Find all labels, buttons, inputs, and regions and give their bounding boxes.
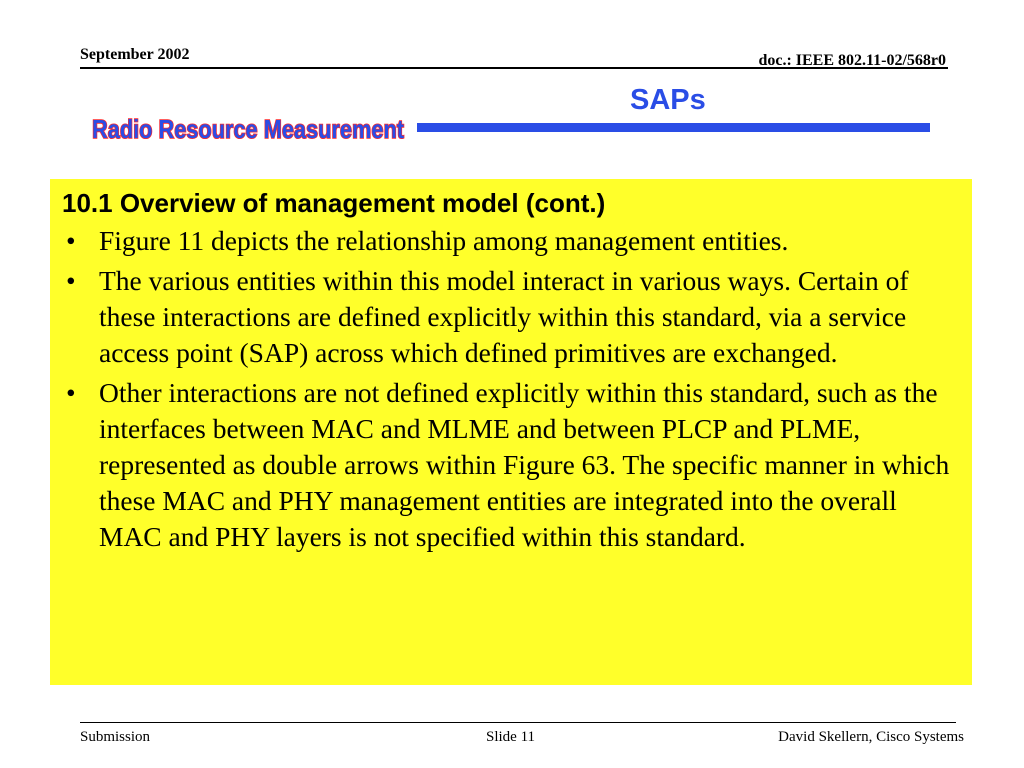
- title-accent-bar: [417, 123, 930, 132]
- bullet-symbol: •: [66, 377, 76, 408]
- footer-slide-number: Slide 11: [486, 729, 536, 745]
- footer-submission: Submission: [80, 729, 151, 745]
- content-heading: 10.1 Overview of management model (cont.): [62, 188, 606, 218]
- footer-divider: [80, 722, 956, 723]
- bullet-text: Other interactions are not defined explicitly within this standard, such as the interfaces between MAC and MLME and between PLCP and PLME, represented as double arrows within Figure 63. The specific manner in which these MAC and PHY management entities are integrated into the overall MAC and PHY layers is not specified within this standard.: [99, 377, 950, 552]
- bullet-text: Figure 11 depicts the relationship among management entities.: [99, 225, 789, 256]
- slide-title: SAPs: [630, 84, 706, 116]
- bullet-symbol: •: [66, 225, 76, 256]
- header-doc-id: doc.: IEEE 802.11-02/568r0: [758, 52, 946, 69]
- radio-resource-measurement-logo: [90, 108, 410, 148]
- header-date: September 2002: [80, 46, 190, 63]
- header-divider: [80, 67, 948, 69]
- logo-text: Radio Resource Measurement: [92, 114, 405, 144]
- bullet-item: [62, 375, 960, 555]
- bullet-item: [62, 223, 960, 259]
- bullet-text: The various entities within this model interact in various ways. Certain of these interactions are defined explicitly within this standard, via a service access point (SAP) across which defined primitives are exchanged.: [99, 265, 909, 368]
- footer-author: David Skellern, Cisco Systems: [778, 729, 964, 745]
- bullet-item: [62, 263, 960, 371]
- bullet-symbol: •: [66, 265, 76, 296]
- content-box: [50, 179, 972, 685]
